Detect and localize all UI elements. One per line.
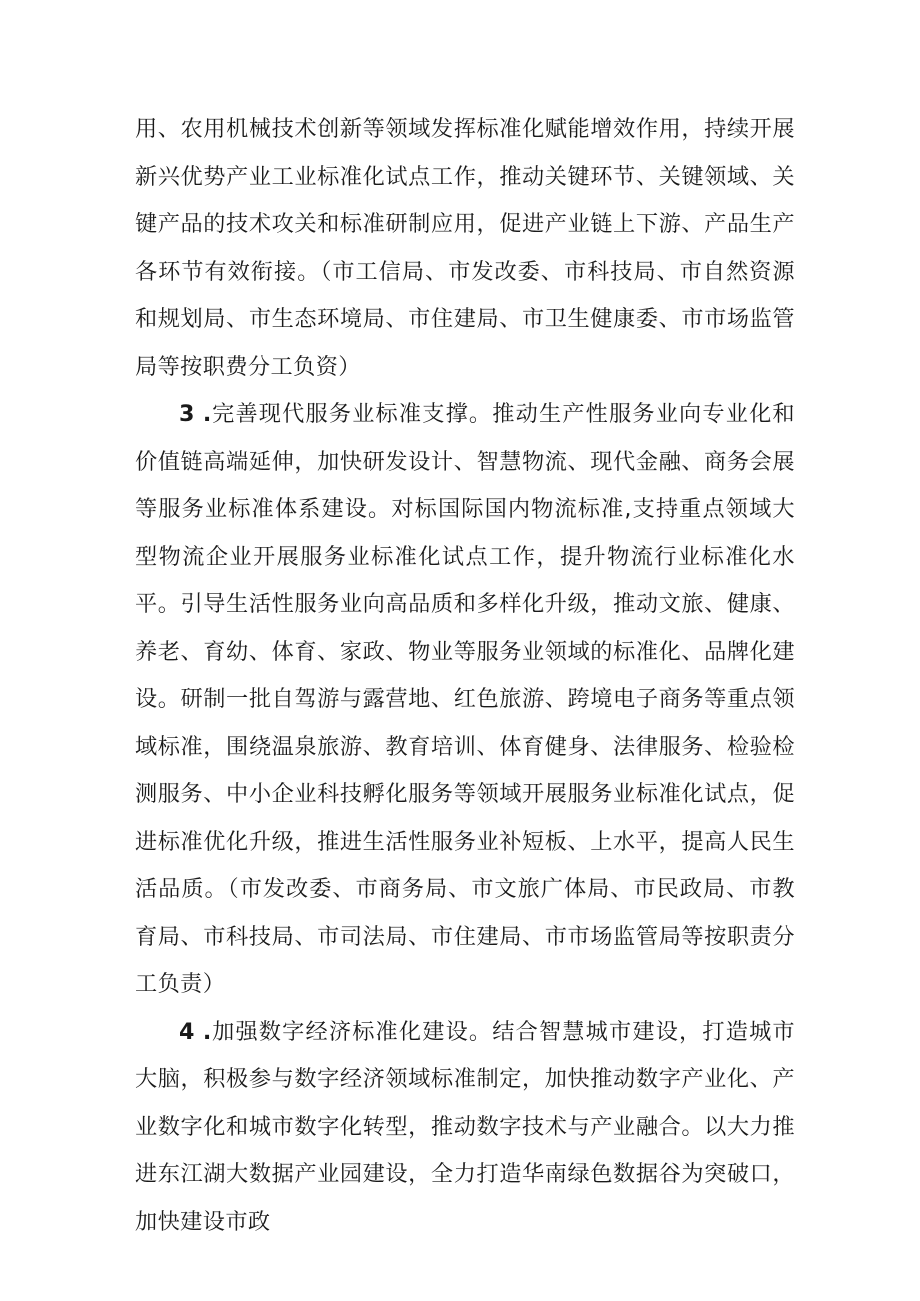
paragraph-continuation <box>135 106 795 391</box>
paragraph-text: 用、农用机械技术创新等领域发挥标准化赋能增效作用，持续开展新兴优势产业工业标准化试点工作，推动关键环节、关键领域、关键产品的技术攻关和标准研制应用，促进产业链上下游、产品生产各环节有效衔接。（市工信局、市发改委、市科技局、市自然资源和规划局、市生态环境局、市住建局、市卫生健康委、市市场监管局等按职费分工负资） <box>135 116 795 380</box>
paragraph-text: 完善现代服务业标准支撑。推动生产性服务业向专业化和价值链高端延伸，加快研发设计、智慧物流、现代金融、商务会展等服务业标准体系建设。对标国际国内物流标准,支持重点领域大型物流企业开展服务业标准化试点工作，提升物流行业标准化水平。引导生活性服务业向高品质和多样化升级，推动文旅、健康、养老、育幼、体育、家政、物业等服务业领域的标准化、品牌化建设。研制一批自驾游与露营地、红色旅游、跨境电子商务等重点领域标准，围绕温泉旅游、教育培训、体育健身、法律服务、检验检测服务、中小企业科技孵化服务等领域开展服务业标准化试点，促进标准优化升级，推进生活性服务业补短板、上水平，提高人民生活品质。（市发改委、市商务局、市文旅广体局、市民政局、市教育局、市科技局、市司法局、市住建局、市市场监管局等按职责分工负责） <box>135 401 796 997</box>
item-number: 3 . <box>179 401 212 427</box>
paragraph-item-4 <box>135 1009 795 1247</box>
document-body <box>135 106 795 1246</box>
paragraph-item-3 <box>135 391 795 1009</box>
item-number: 4 . <box>179 1018 212 1045</box>
paragraph-text: 加强数字经济标准化建设。结合智慧城市建设，打造城市大脑，积极参与数字经济领域标准制定，加快推动数字产业化、产业数字化和城市数字化转型，推动数字技术与产业融合。以大力推进东江湖大数据产业园建设，全力打造华南绿色数据谷为突破口，加快建设市政 <box>135 1018 796 1235</box>
